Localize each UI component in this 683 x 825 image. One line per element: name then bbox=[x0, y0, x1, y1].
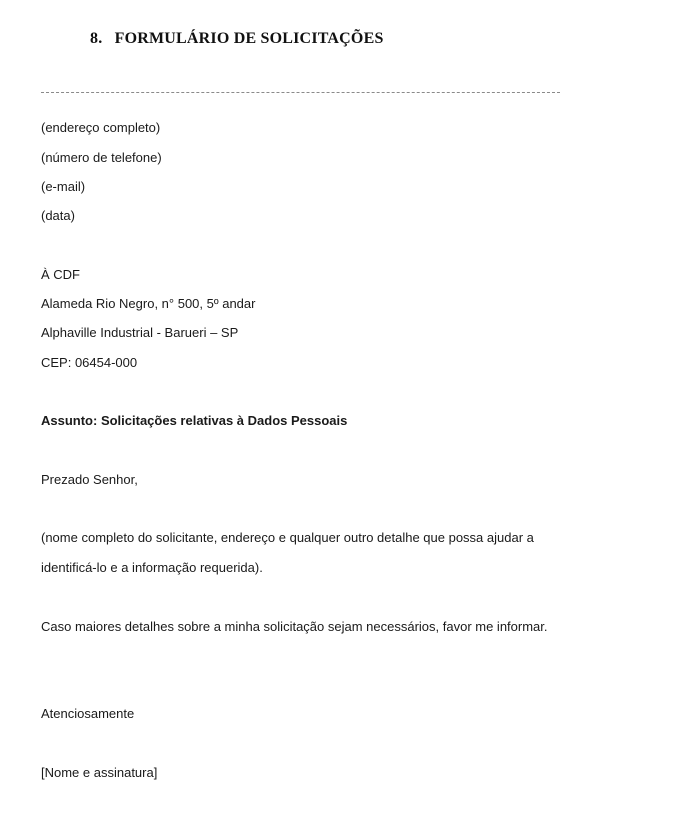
recipient-cep: CEP: 06454-000 bbox=[41, 355, 138, 370]
subject-line: Assunto: Solicitações relativas à Dados Pessoais bbox=[41, 413, 348, 428]
body-paragraph-2: Caso maiores detalhes sobre a minha solicitação sejam necessários, favor me informar. bbox=[41, 619, 548, 634]
recipient-district: Alphaville Industrial - Barueri – SP bbox=[41, 325, 239, 340]
dashed-divider bbox=[41, 92, 560, 93]
sender-date: (data) bbox=[41, 208, 75, 223]
sender-email: (e-mail) bbox=[41, 179, 86, 194]
sender-phone: (número de telefone) bbox=[41, 150, 162, 165]
recipient-street: Alameda Rio Negro, n° 500, 5º andar bbox=[41, 296, 256, 311]
signature-placeholder: [Nome e assinatura] bbox=[41, 765, 158, 780]
body-paragraph-1-line-1: (nome completo do solicitante, endereço e qualquer outro detalhe que possa ajudar a bbox=[41, 530, 534, 545]
section-heading bbox=[90, 30, 384, 48]
section-title: FORMULÁRIO DE SOLICITAÇÕES bbox=[114, 30, 384, 47]
greeting: Prezado Senhor, bbox=[41, 472, 138, 487]
section-number: 8. bbox=[90, 30, 103, 47]
sender-address: (endereço completo) bbox=[41, 120, 161, 135]
body-paragraph-1-line-2: identificá-lo e a informação requerida). bbox=[41, 560, 263, 575]
closing: Atenciosamente bbox=[41, 706, 135, 721]
recipient-name: À CDF bbox=[41, 267, 80, 282]
